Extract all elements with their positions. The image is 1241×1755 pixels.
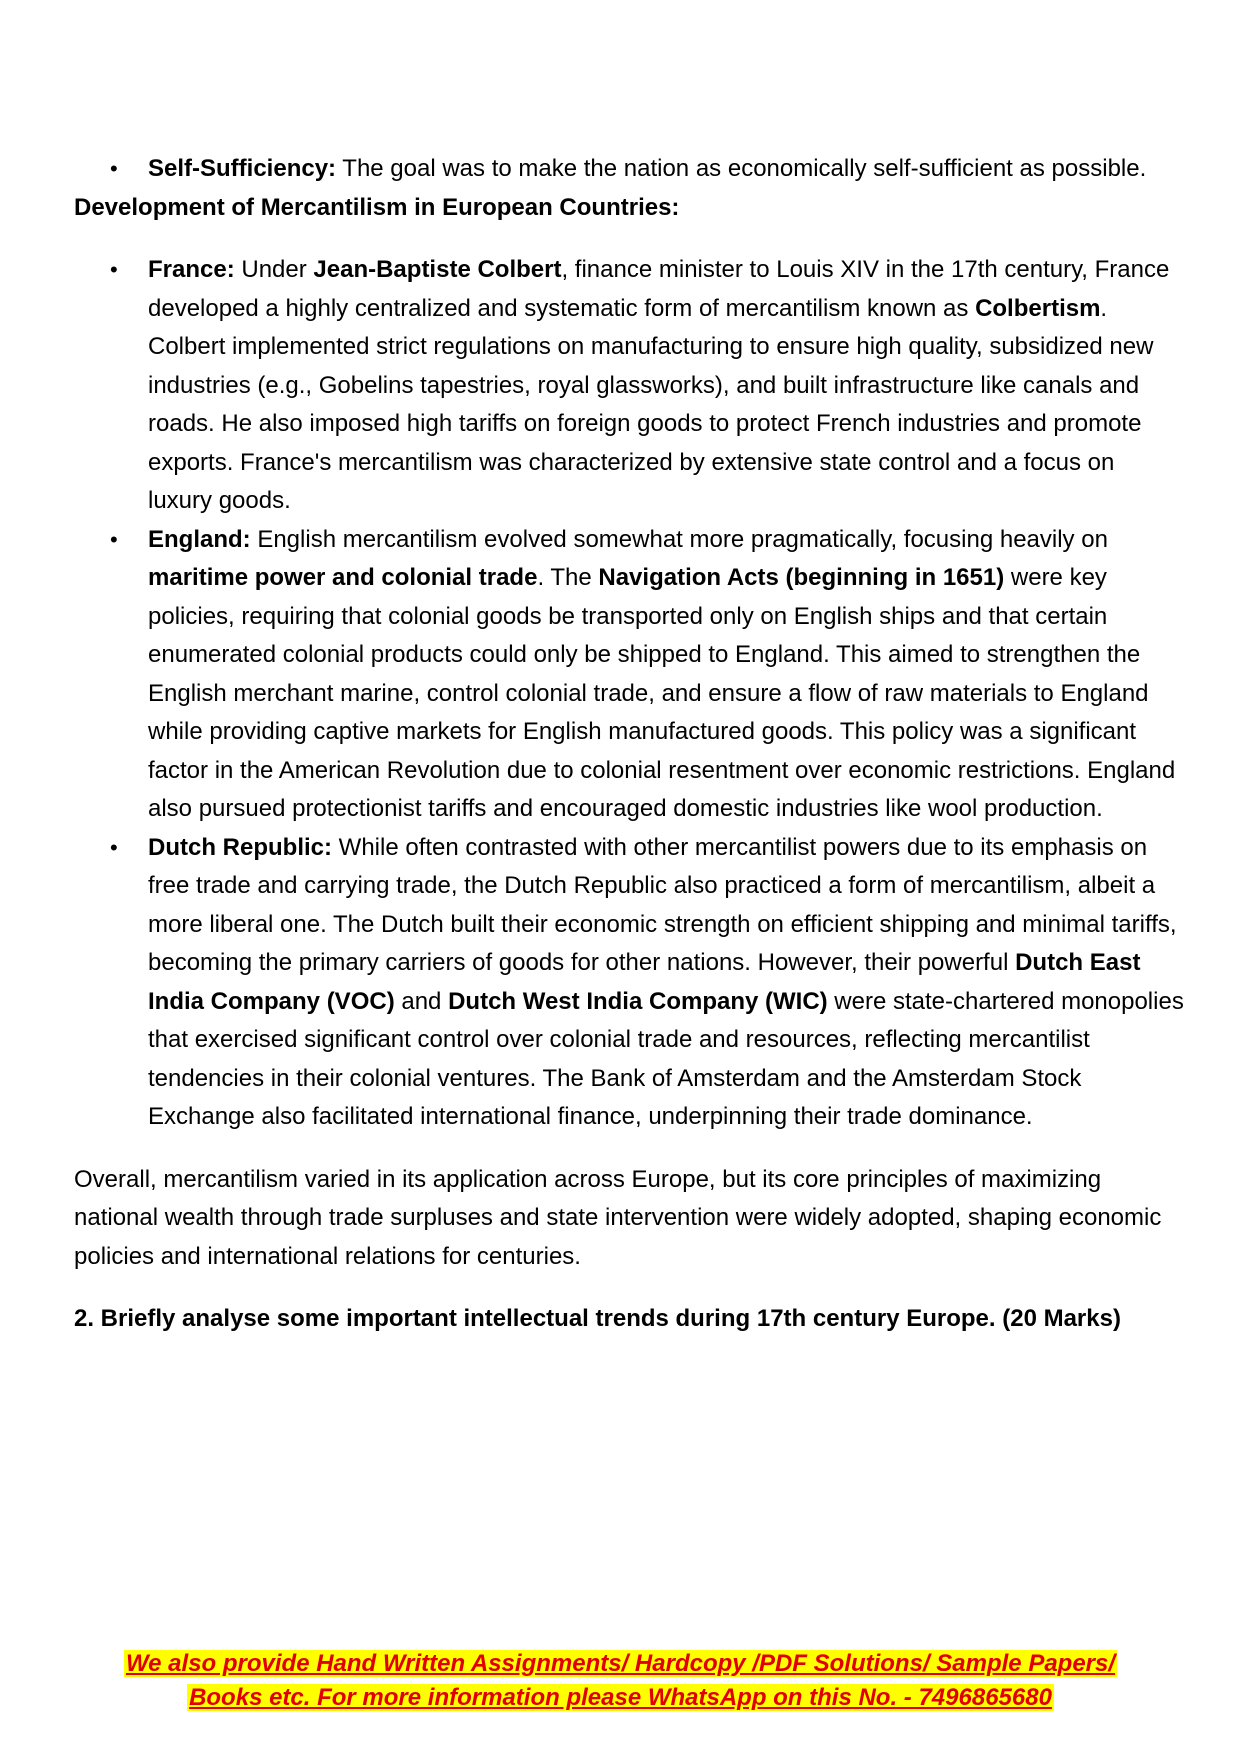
list-item-self-sufficiency	[74, 150, 1184, 189]
bullet-icon: •	[110, 526, 118, 552]
dutch-bold-2: Dutch West India Company (WIC)	[448, 987, 828, 1015]
england-label: England:	[148, 525, 251, 553]
dutch-text-2: and	[394, 987, 449, 1015]
dutch-bold-1: Dutch East India Company (VOC)	[148, 949, 1141, 1015]
france-bold-2: Colbertism	[975, 294, 1101, 322]
england-text-2: . The	[537, 564, 599, 591]
bullet-list-top	[74, 150, 1184, 189]
france-label: France:	[148, 256, 235, 283]
overall-paragraph: Overall, mercantilism varied in its application across Europe, but its core principles of maximizing national wealth through trade surpluses and state intervention were widely adopted, shaping economic policies and international relations for centuries.	[74, 1165, 1162, 1270]
england-text-1: English mercantilism evolved somewhat more pragmatically, focusing heavily on	[250, 525, 1108, 553]
bullet-icon: •	[110, 257, 118, 282]
france-text-3: . Colbert implemented strict regulations on manufacturing to ensure high quality, subsidized new industries (e.g., Gobelins tapestries, royal glassworks), and built infrastructure like canals and roads. He also imposed high tariffs on foreign goods to protect French industries and promote exports. France's mercantilism was characterized by extensive state control and a focus on luxury goods.	[148, 294, 1154, 514]
question-heading: 2. Briefly analyse some important intellectual trends during 17th century Europe. (20 Marks)	[74, 1305, 1121, 1332]
footer-line-2: Books etc. For more information please WhatsApp on this No. - 7496865680	[189, 1684, 1052, 1711]
footer-advert	[60, 1647, 1181, 1715]
section-heading: Development of Mercantilism in European Countries:	[74, 193, 680, 221]
france-text-1: Under	[234, 256, 314, 283]
france-bold-1: Jean-Baptiste Colbert	[313, 256, 562, 283]
list-item-england	[74, 521, 1184, 829]
bullet-icon: •	[110, 834, 118, 860]
document-content	[74, 150, 1184, 1339]
self-sufficiency-label: Self-Sufficiency:	[148, 155, 337, 182]
england-bold-2: Navigation Acts (beginning in 1651)	[598, 564, 1005, 591]
dutch-text-3: were state-chartered monopolies that exercised significant control over colonial trade and resources, reflecting mercantilist tendencies in their colonial ventures. The Bank of Amsterdam and the Amsterdam Stock Exchange also facilitated international finance, underpinning their trade dominance.	[148, 987, 1184, 1130]
england-bold-1: maritime power and colonial trade	[148, 564, 538, 591]
bullet-icon: •	[110, 156, 118, 181]
england-text-3: were key policies, requiring that colonial goods be transported only on English ships and that certain enumerated colonial products could only be shipped to England. This aimed to strengthen the English merchant marine, control colonial trade, and ensure a flow of raw materials to England while providing captive markets for English manufactured goods. This policy was a significant factor in the American Revolution due to colonial resentment over economic restrictions. England also pursued protectionist tariffs and encouraged domestic industries like wool production.	[148, 564, 1176, 822]
dutch-text-1: While often contrasted with other mercantilist powers due to its emphasis on free trade and carrying trade, the Dutch Republic also practiced a form of mercantilism, albeit a more liberal one. The Dutch built their economic strength on efficient shipping and minimal tariffs, becoming the primary carriers of goods for other nations. However, their powerful	[148, 833, 1177, 976]
bullet-list-countries	[74, 251, 1184, 1137]
france-text-2: , finance minister to Louis XIV in the 17th century, France developed a highly centralized and systematic form of mercantilism known as	[148, 256, 1170, 322]
self-sufficiency-text: The goal was to make the nation as economically self-sufficient as possible.	[336, 155, 1147, 182]
dutch-label: Dutch Republic:	[148, 833, 332, 861]
list-item-france	[74, 251, 1184, 521]
list-item-dutch-republic	[74, 829, 1184, 1137]
footer-line-1: We also provide Hand Written Assignments/ Hardcopy /PDF Solutions/ Sample Papers/	[125, 1650, 1116, 1677]
